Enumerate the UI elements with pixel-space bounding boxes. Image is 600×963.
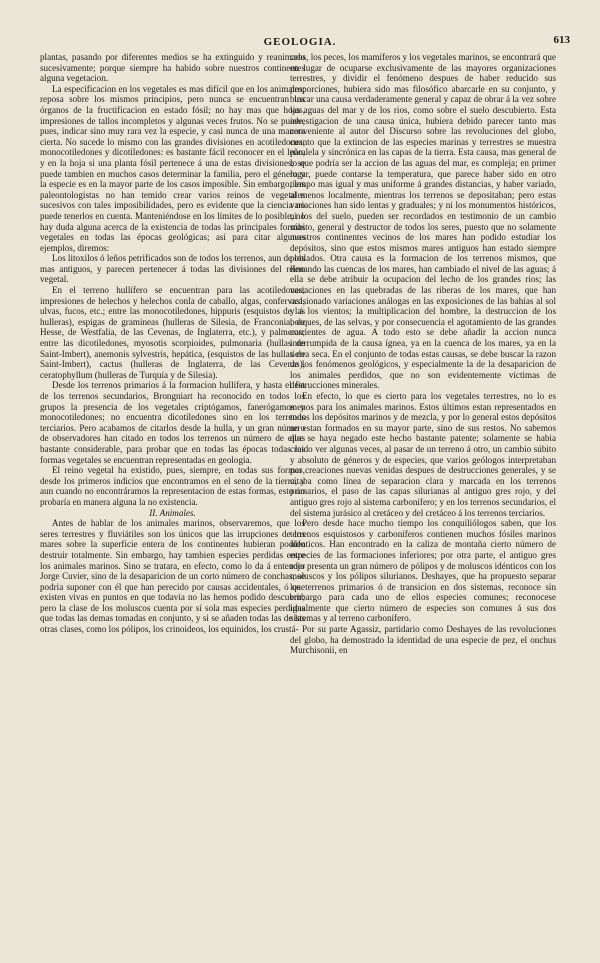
running-head (0, 36, 600, 52)
section-heading: II. Animales. (149, 507, 196, 518)
paragraph: plantas, pasando por diferentes medios se ha extinguido y reanimado sucesivamente; porque siempre ha habido sobre nuestros continentes alguna vegetacion. (40, 52, 305, 84)
paragraph: Los litoxilos ó leños petrificados son de todos los terrenos, aun de los mas antiguos, y parecen pertenecer á todas las divisiones del reino vegetal. (40, 253, 305, 285)
left-column (40, 52, 305, 635)
page-number: 613 (553, 34, 570, 46)
paragraph: La especificacion en los vegetales es mas difícil que en los animales; reposa sobre los mismos principios, pero nunca se encuentran los órganos de la fructificacion en estado fósil; no hay mas que hojas, impresiones de tallos incompletos y algunas veces frutos. No se puede, pues, indicar sino muy rara vez la especie, y casi nunca de una manera cierta. No sucede lo mismo con las grandes divisiones en acotiledones, monocotiledones y dicotiledones: es bastante fácil reconocer en el leño, y en la hoja si una planta fósil pertenece á una de estas divisiones; se puede tambien en muchos casos determinar la familia, pero el género y la especie es en la mayor parte de los casos imposible. Sin embargo, los paleontologistas no han temido crear varios reinos de vegetales sucesivos con tales imposibilidades, pero es evidente que la ciencia no puede tenerlos en cuenta. Manteniéndose en los límites de lo posible, no hay duda alguna acerca de la existencia de todas las principales formas vegetales en todas las épocas geológicas; así para citar algunos ejemplos, diremos: (40, 83, 305, 253)
paragraph: Pero desde hace mucho tiempo los conquiliólogos saben, que los terrenos esquistosos y carboníferos contienen muchos fósiles marinos idénticos. Han encontrado en la caliza de montaña cierto número de especies de las formaciones inferiores; por otra parte, el antiguo gres rojo presenta un gran número de pólipos y de moluscos idénticos con los moluscos y los pólipos silurianos. Deshayes, que ha propuesto separar los terrenos primarios ó de transicion en dos sistemas, reconoce sin embargo para cada uno de ellos especies comunes; reconocese igualmente que cierto número de especies son comunes á sus dos sistemas y al terreno carbonífero. (290, 518, 556, 624)
paragraph: Por su parte Agassiz, partidario como Deshayes de las revoluciones del globo, ha demostrado la identidad de una especie de pez, el onchus Murchisonii, en (290, 624, 556, 656)
paragraph: En el terreno hullífero se encuentran para las acotiledones; impresiones de helechos y helechos conla de caballo, algas, confervas!, ulvas, fucos, etc.; entre las monocotiledones, hippuris (esquistos de las hulleras), espigas de gramineas (hulleras de Silesia, de Franconia, de Hesse, de Westfalia, de las Cevenas, de Inglaterra, etc.), y palmeras; entre las dicotiledones, myosotis scorpioides, pulmonaria (hullas de Saint-Imbert), anemonis sylvestris, hepática, (esquistos de las hullas de Saint-Imbert), cactus (hulleras de Inglaterra, de las Cevenas), ceratophyllum (hulleras de Turquía y de Silesia). (40, 285, 305, 380)
paragraph: Antes de hablar de los animales marinos, observaremos, que los seres terrestres y fluviátiles son los únicos que las irrupciones de los mares sobre la superficie entera de los continentes hubieran podido destruir totalmente. Sin embargo, hay tambien especies perdidas entre los animales marinos. Sino se tratara, en efecto, como lo da á entender Jorge Cuvier, sino de la desaparicion de un corto número de conchas, se podria suponer con él que han perecido por causas accidentales, ó que existen vivas en puntos en que todavía no las hemos podido descubrir; pero la clase de los moluscos cuenta por sí sola mas especies perdidas que todas las demas tomadas en conjunto, y si se añaden todas las de las otras clases, como los pólipos, los crinoideos, los equinidos, los crustá- (40, 518, 305, 635)
paragraph: En efecto, lo que es cierto para los vegetales terrestres, no lo es menos para los animales marinos. Estos últimos estan representados en todos los depósitos marinos y de mezcla, y por lo general estos depósitos no estan formados en su mayor parte, sino de sus restos. No sabemos que se haya negado este hecho bastante patente; solamente se habia creido ver algunas veces, al pasar de un terreno á otro, un cambio súbito y absoluto de géneros y de especies, que varios geólogos interpretaban por creaciones nuevas venidas despues de destrucciones generales, y se citaba como línea de separacion clara y marcada en los terrenos primarios, el paso de las capas silurianas al antiguo gres rojo, y del antiguo gres rojo al sistema carbonífero; y en los terrenos secundarios, el del sistema jurásico al cretáceo y del cretáceo á los terrenos terciarios. (290, 391, 556, 518)
right-column (290, 52, 556, 656)
page-title: GEOLOGIA. (263, 36, 337, 48)
paragraph: ceos, los peces, los mamíferos y los vegetales marinos, se encontrará que en lugar de ocuparse exclusivamente de las mayores organizaciones terrestres, y dividir el fenómeno despues de haber reducido sus proporciones, hubiera sido mas filosófico abarcarle en su conjunto, y buscar una causa verdaderamente general y capaz de obrar á la vez sobre las aguas del mar y de los rios, como sobre el suelo descubierto. Esta investigacion de una causa única, hubiera debido parecer tanto mas conveniente al autor del Discurso sobre las revoluciones del globo, cuanto que la extincion de las especies marinas y terrestres se muestra paralela y sincrónica en las capas de la tierra. Esta causa, mas general de lo que podría ser la accion de las aguas del mar, es compleja; en primer lugar, puede contarse la temperatura, que parece haber sido en otro tiempo mas igual y mas uniforme á grandes distancias, y haber variado, al menos localmente, mientras los terrenos se depositaban; pero estas variaciones han sido lentas y graduales; y ni los monumentos históricos, ni los del suelo, pueden ser recordados en testimonio de un cambio súbito, general y destructor de todos los seres, puesto que no solamente nuestros continentes vecinos de los mares han podido estudiar los depósitos, sino que estos mismos mares antiguos han estado siempre poblados. Otra causa es la formacion de los terrenos mismos, que llenando las cuencas de los mares, han cambiado el nivel de las aguas; á ella se debe atribuir la ocupacion del lecho de los grandes rios; las variaciones en las quebradas de las riberas de los mares, que han ocasionado variaciones análogas en las exposiciones de las bahías al sol y á los vientos; la multiplicacion del hombre, la destruccion de los bosques, de las selvas, y por consecuencia el agotamiento de las grandes corrientes de agua. A todo esto se debe añadir la accion nunca interrumpida de la causa ígnea, ya en la cuenca de los mares, ya en la tierra seca. En el conjunto de todas estas causas, se debe buscar la razon de los fenómenos geológicos, y especialmente la de la desaparicion de los animales perdidos, que no son evidentemente víctimas de destrucciones minerales. (290, 52, 556, 391)
paragraph: El reino vegetal ha existido, pues, siempre, en todas sus formas, desde los primeros indicios que encontramos en el seno de la tierra, y aun cuando no encontráramos la representacion de estas formas, esto no probaría en manera alguna la no existencia. (40, 465, 305, 507)
paragraph: Desde los terrenos primarios á la formacion hullífera, y hasta el fin de los terrenos secundarios, Brongniart ha reconocido en todos los grupos la presencia de los vegetales criptógamos, fanerógamos y monocotiledones; no encuentra dicotiledones sino en los terrenos terciarios. Pero acabamos de citarlos desde la hulla, y un gran número de observadores han citado en todos los terrenos un número de ellos bastante considerable, para probar que en todas las épocas todas las formas vegetales se encuentran representadas en geologia. (40, 380, 305, 465)
